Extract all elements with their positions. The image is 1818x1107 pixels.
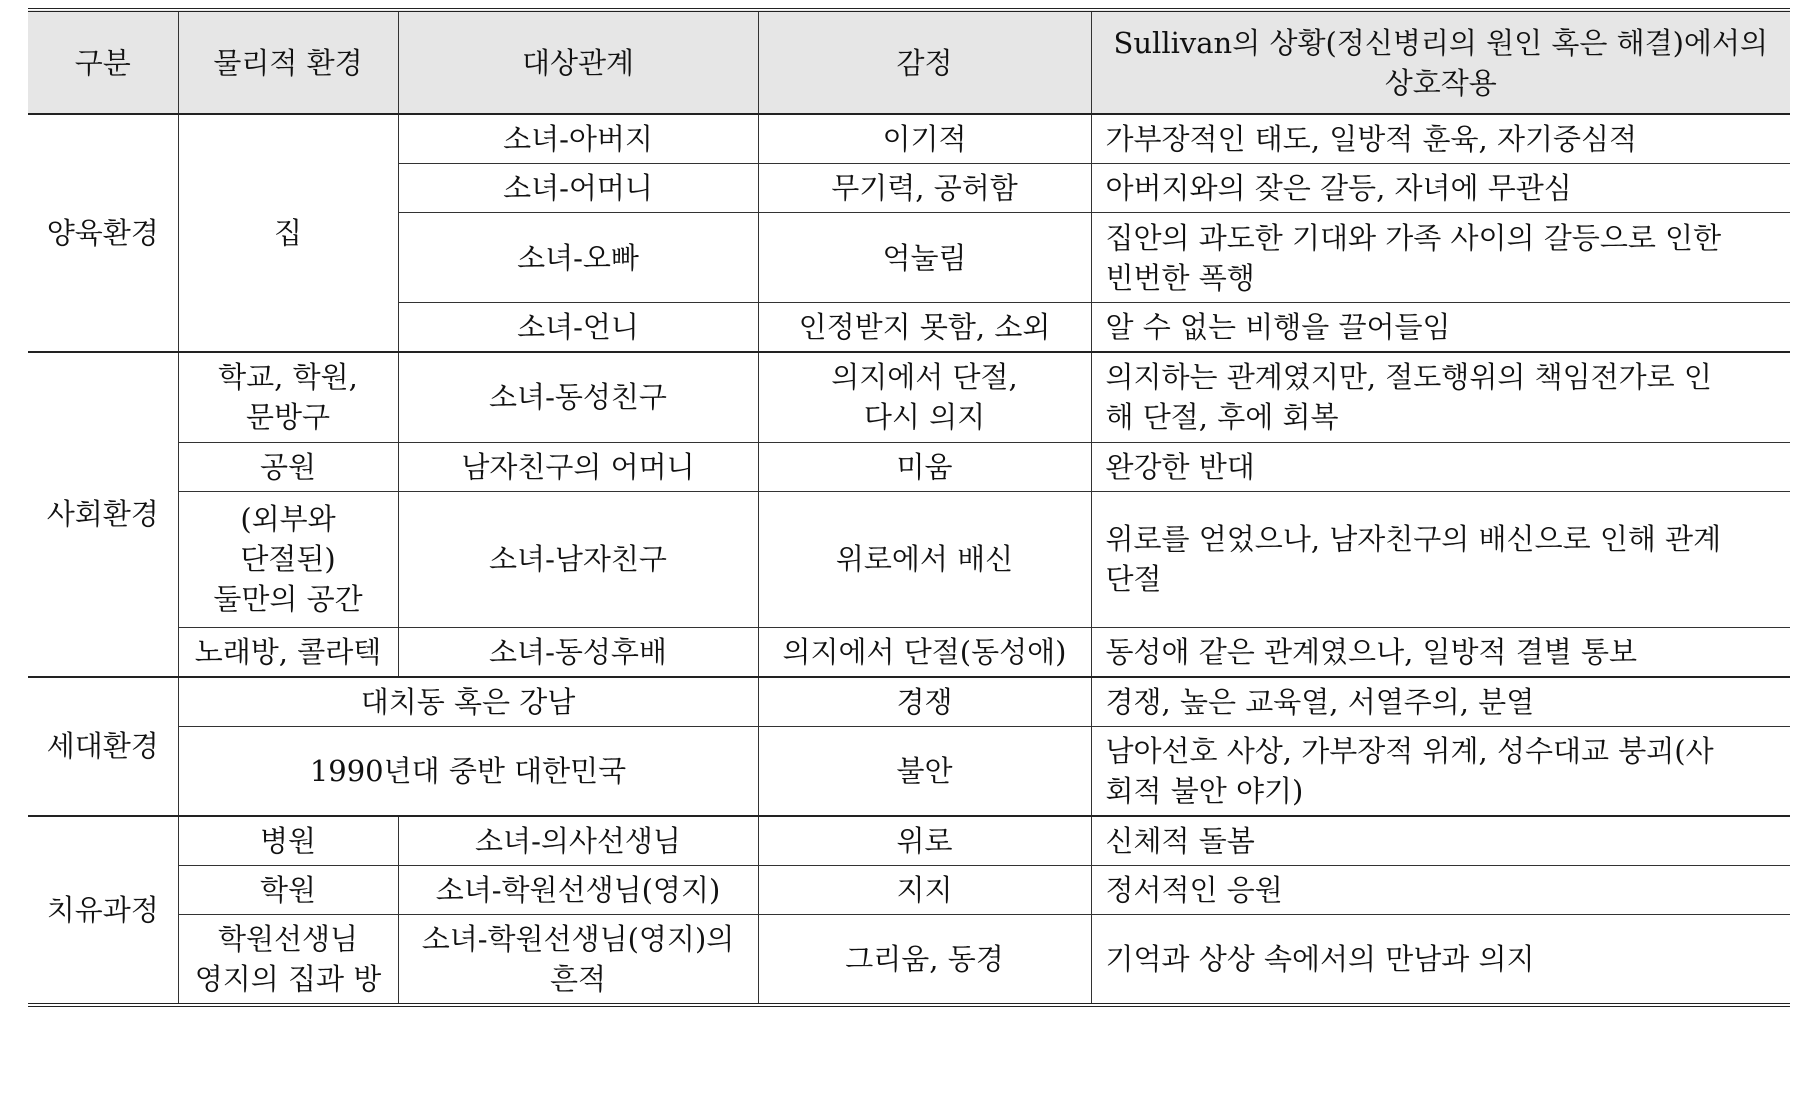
- table-row: [28, 352, 1790, 442]
- group-healing: 치유과정: [28, 816, 178, 1005]
- interaction-cell: 남아선호 사상, 가부장적 위계, 성수대교 붕괴(사 회적 불안 야기): [1091, 726, 1790, 816]
- relation-cell: 소녀-남자친구: [398, 491, 758, 627]
- emotion-cell: 의지에서 단절, 다시 의지: [758, 352, 1091, 442]
- emotion-cell: 위로: [758, 816, 1091, 866]
- interaction-cell: 집안의 과도한 기대와 가족 사이의 갈등으로 인한 빈번한 폭행: [1091, 213, 1790, 303]
- interaction-cell: 경쟁, 높은 교육열, 서열주의, 분열: [1091, 677, 1790, 727]
- relation-cell: 소녀-아버지: [398, 114, 758, 164]
- emotion-cell: 위로에서 배신: [758, 491, 1091, 627]
- table-body: [28, 114, 1790, 1005]
- interaction-cell: 위로를 얻었으나, 남자친구의 배신으로 인해 관계 단절: [1091, 491, 1790, 627]
- group-social: 사회환경: [28, 352, 178, 677]
- header-physical-environment: 물리적 환경: [178, 10, 398, 114]
- physical-cell: 학원선생님 영지의 집과 방: [178, 915, 398, 1006]
- relation-cell: 소녀-의사선생님: [398, 816, 758, 866]
- interaction-cell: 완강한 반대: [1091, 442, 1790, 491]
- relation-cell: 소녀-학원선생님(영지): [398, 866, 758, 915]
- physical-cell: 학원: [178, 866, 398, 915]
- relation-cell: 소녀-학원선생님(영지)의 흔적: [398, 915, 758, 1006]
- emotion-cell: 인정받지 못함, 소외: [758, 303, 1091, 353]
- physical-cell: 집: [178, 114, 398, 352]
- table-row: [28, 677, 1790, 727]
- physical-cell: 노래방, 콜라텍: [178, 627, 398, 677]
- emotion-cell: 이기적: [758, 114, 1091, 164]
- emotion-cell: 미움: [758, 442, 1091, 491]
- analysis-table: [28, 8, 1790, 1007]
- table-row: [28, 491, 1790, 627]
- physical-cell: 병원: [178, 816, 398, 866]
- table-row: [28, 915, 1790, 1006]
- emotion-cell: 지지: [758, 866, 1091, 915]
- header-category: 구분: [28, 10, 178, 114]
- interaction-cell: 알 수 없는 비행을 끌어들임: [1091, 303, 1790, 353]
- relation-cell: 소녀-동성후배: [398, 627, 758, 677]
- table-row: [28, 442, 1790, 491]
- header-emotion: 감정: [758, 10, 1091, 114]
- interaction-cell: 가부장적인 태도, 일방적 훈육, 자기중심적: [1091, 114, 1790, 164]
- header-sullivan-interaction: [1091, 10, 1790, 114]
- emotion-cell: 무기력, 공허함: [758, 164, 1091, 213]
- document-page: [28, 8, 1790, 1007]
- emotion-cell: 불안: [758, 726, 1091, 816]
- relation-cell: 소녀-오빠: [398, 213, 758, 303]
- group-upbringing: 양육환경: [28, 114, 178, 352]
- interaction-cell: 동성애 같은 관계였으나, 일방적 결별 통보: [1091, 627, 1790, 677]
- group-generation: 세대환경: [28, 677, 178, 817]
- interaction-cell: 기억과 상상 속에서의 만남과 의지: [1091, 915, 1790, 1006]
- interaction-cell: 정서적인 응원: [1091, 866, 1790, 915]
- relation-cell: 소녀-언니: [398, 303, 758, 353]
- emotion-cell: 의지에서 단절(동성애): [758, 627, 1091, 677]
- header-row: [28, 10, 1790, 114]
- relation-cell: 소녀-어머니: [398, 164, 758, 213]
- table-row: [28, 726, 1790, 816]
- emotion-cell: 억눌림: [758, 213, 1091, 303]
- header-sullivan-line1: Sullivan의 상황(정신병리의 원인 혹은 해결)에서의: [1113, 25, 1768, 60]
- place-cell: 대치동 혹은 강남: [178, 677, 758, 727]
- emotion-cell: 그리움, 동경: [758, 915, 1091, 1006]
- table-row: [28, 627, 1790, 677]
- interaction-cell: 의지하는 관계였지만, 절도행위의 책임전가로 인 해 단절, 후에 회복: [1091, 352, 1790, 442]
- physical-cell: (외부와 단절된) 둘만의 공간: [178, 491, 398, 627]
- physical-cell: 학교, 학원, 문방구: [178, 352, 398, 442]
- place-cell: 1990년대 중반 대한민국: [178, 726, 758, 816]
- header-sullivan-line2: 상호작용: [1384, 65, 1497, 100]
- table-row: [28, 866, 1790, 915]
- table-header: [28, 10, 1790, 114]
- emotion-cell: 경쟁: [758, 677, 1091, 727]
- physical-cell: 공원: [178, 442, 398, 491]
- header-object-relation: 대상관계: [398, 10, 758, 114]
- table-row: [28, 114, 1790, 164]
- interaction-cell: 신체적 돌봄: [1091, 816, 1790, 866]
- interaction-cell: 아버지와의 잦은 갈등, 자녀에 무관심: [1091, 164, 1790, 213]
- relation-cell: 소녀-동성친구: [398, 352, 758, 442]
- relation-cell: 남자친구의 어머니: [398, 442, 758, 491]
- table-row: [28, 816, 1790, 866]
